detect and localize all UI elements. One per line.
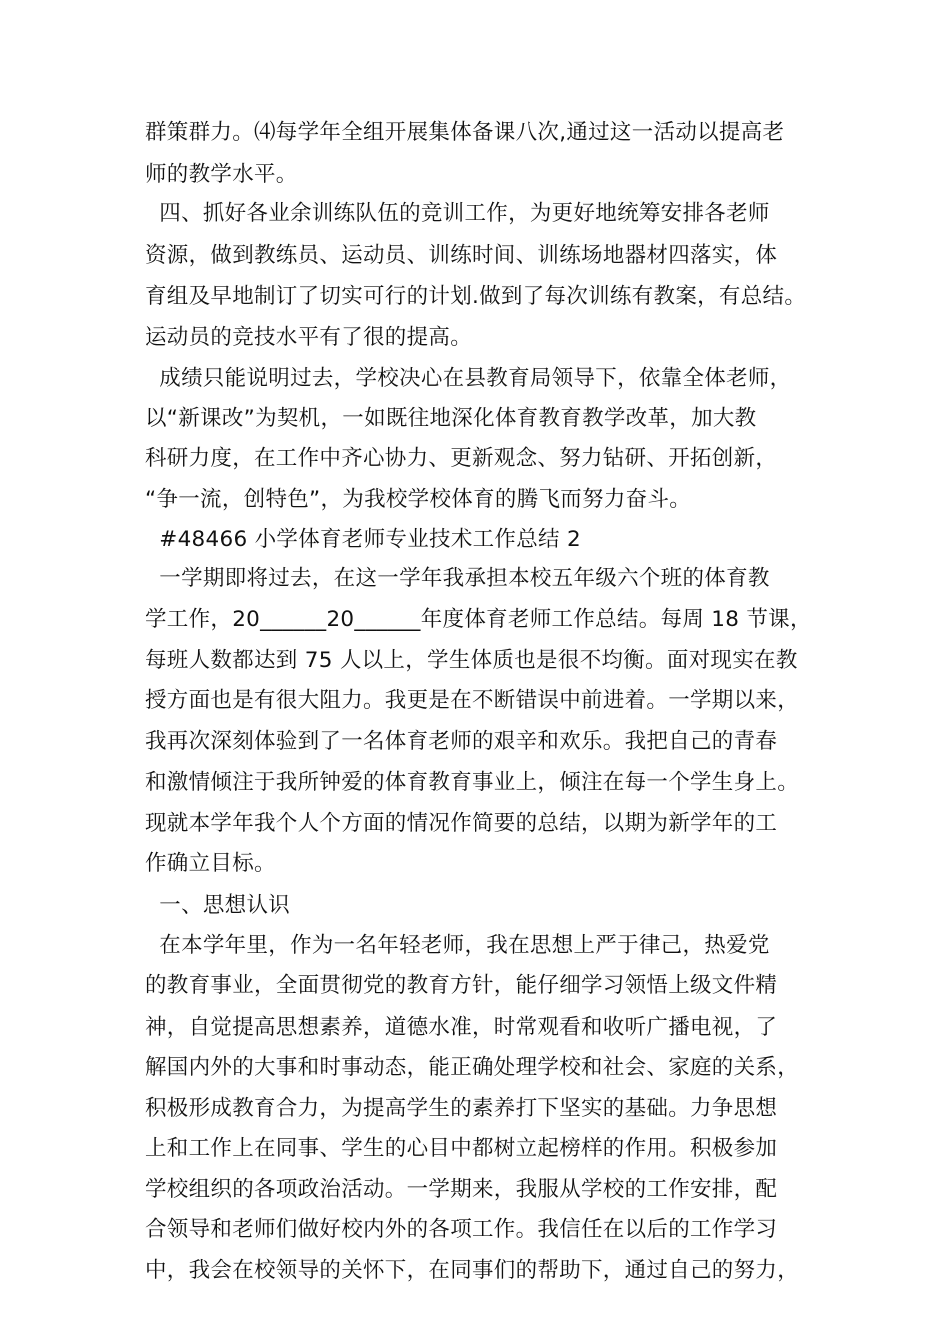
document-line: 神，自觉提高思想素养，道德水准，时常观看和收听广播电视，了 (145, 1015, 778, 1040)
document-line: 我再次深刻体验到了一名体育老师的艰辛和欢乐。我把自己的青春 (145, 729, 778, 754)
document-line: 和激情倾注于我所钟爱的体育教育事业上，倾注在每一个学生身上。 (145, 770, 800, 795)
document-line: 师的教学水平。 (145, 162, 298, 187)
document-line: 作确立目标。 (145, 851, 276, 876)
document-line: 学校组织的各项政治活动。一学期来，我服从学校的工作安排，配 (145, 1177, 778, 1202)
document-line: 资源，做到教练员、运动员、训练时间、训练场地器材四落实，体 (145, 243, 778, 268)
document-line: 运动员的竞技水平有了很的提高。 (145, 325, 473, 350)
document-line: 现就本学年我个人个方面的情况作简要的总结，以期为新学年的工 (145, 811, 778, 836)
document-line: 在本学年里，作为一名年轻老师，我在思想上严于律己，热爱党 (145, 933, 770, 958)
document-line: 成绩只能说明过去，学校决心在县教育局领导下，依靠全体老师， (145, 366, 792, 391)
document-line: 积极形成教育合力，为提高学生的素养打下坚实的基础。力争思想 (145, 1096, 778, 1121)
document-line: 每班人数都达到 75 人以上，学生体质也是很不均衡。面对现实在教 (145, 648, 798, 673)
document-line: 育组及早地制订了切实可行的计划.做到了每次训练有教案，有总结。 (145, 284, 807, 309)
document-line: 一、思想认识 (145, 893, 291, 918)
document-line: 一学期即将过去，在这一学年我承担本校五年级六个班的体育教 (145, 566, 770, 591)
document-line: 学工作，20______20______年度体育老师工作总结。每周 18 节课， (145, 607, 812, 632)
document-line: “争一流，创特色”，为我校学校体育的腾飞而努力奋斗。 (145, 487, 692, 512)
document-line: 的教育事业，全面贯彻党的教育方针，能仔细学习领悟上级文件精 (145, 973, 778, 998)
document-line: 中，我会在校领导的关怀下，在同事们的帮助下，通过自己的努力， (145, 1258, 800, 1283)
document-line: 群策群力。⑷每学年全组开展集体备课八次,通过这一活动以提高老 (145, 120, 785, 145)
document-line: 四、抓好各业余训练队伍的竞训工作，为更好地统筹安排各老师 (145, 201, 770, 226)
document-line: 上和工作上在同事、学生的心目中都树立起榜样的作用。积极参加 (145, 1136, 778, 1161)
document-line: 解国内外的大事和时事动态，能正确处理学校和社会、家庭的关系， (145, 1055, 800, 1080)
document-line: 科研力度，在工作中齐心协力、更新观念、努力钻研、开拓创新， (145, 446, 778, 471)
document-line: 授方面也是有很大阻力。我更是在不断错误中前进着。一学期以来， (145, 688, 800, 713)
document-line: 合领导和老师们做好校内外的各项工作。我信任在以后的工作学习 (145, 1217, 778, 1242)
document-line: 以“新课改”为契机，一如既往地深化体育教育教学改革，加大教 (145, 406, 757, 431)
document-line: #48466 小学体育老师专业技术工作总结 2 (145, 527, 581, 552)
